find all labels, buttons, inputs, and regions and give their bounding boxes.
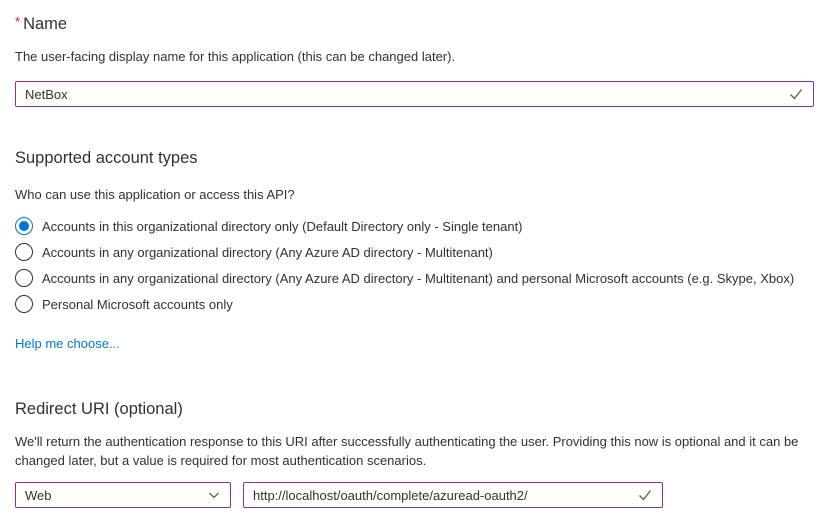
- name-description: The user-facing display name for this application (this can be changed later).: [15, 49, 456, 64]
- radio-icon: [15, 295, 33, 313]
- valid-check-icon: [788, 86, 804, 102]
- platform-select[interactable]: [15, 482, 231, 508]
- radio-option-multitenant-personal[interactable]: [15, 265, 814, 291]
- valid-check-icon: [637, 487, 653, 503]
- redirect-uri-description: We'll return the authentication response to this URI after successfully authenticating the user. Providing this now is optional and it can be changed later, but a value is required for most authentication scenarios.: [15, 434, 799, 468]
- account-types-section: [15, 148, 814, 353]
- radio-icon: [15, 243, 33, 261]
- radio-option-label: Accounts in any organizational directory (Any Azure AD directory - Multitenant) and personal Microsoft accounts (e.g. Skype, Xbox): [42, 270, 795, 286]
- radio-icon: [15, 217, 33, 235]
- radio-option-label: Personal Microsoft accounts only: [42, 296, 233, 312]
- platform-select-value: Web: [25, 487, 52, 503]
- name-section: [15, 12, 814, 107]
- radio-option-personal-only[interactable]: [15, 291, 814, 317]
- name-input[interactable]: [15, 81, 814, 107]
- radio-option-label: Accounts in any organizational directory (Any Azure AD directory - Multitenant): [42, 244, 493, 260]
- radio-option-label: Accounts in this organizational directory only (Default Directory only - Single tenant): [42, 218, 523, 234]
- name-section-title: [15, 12, 814, 34]
- redirect-uri-row: [15, 482, 814, 508]
- account-types-question: Who can use this application or access this API?: [15, 187, 295, 202]
- chevron-down-icon: [207, 488, 221, 502]
- account-types-title: Supported account types: [15, 149, 198, 167]
- name-input-value: NetBox: [25, 86, 68, 102]
- name-title-text: Name: [23, 15, 68, 33]
- account-types-radio-group: [15, 213, 814, 317]
- redirect-uri-section: [15, 399, 814, 508]
- redirect-uri-input-value: http://localhost/oauth/complete/azuread-oauth2/: [253, 487, 528, 503]
- redirect-uri-input[interactable]: [243, 482, 663, 508]
- redirect-uri-title: Redirect URI (optional): [15, 400, 183, 418]
- required-asterisk: *: [15, 14, 21, 29]
- help-me-choose-link[interactable]: Help me choose...: [15, 336, 120, 351]
- radio-option-multitenant[interactable]: [15, 239, 814, 265]
- radio-icon: [15, 269, 33, 287]
- radio-option-single-tenant[interactable]: [15, 213, 814, 239]
